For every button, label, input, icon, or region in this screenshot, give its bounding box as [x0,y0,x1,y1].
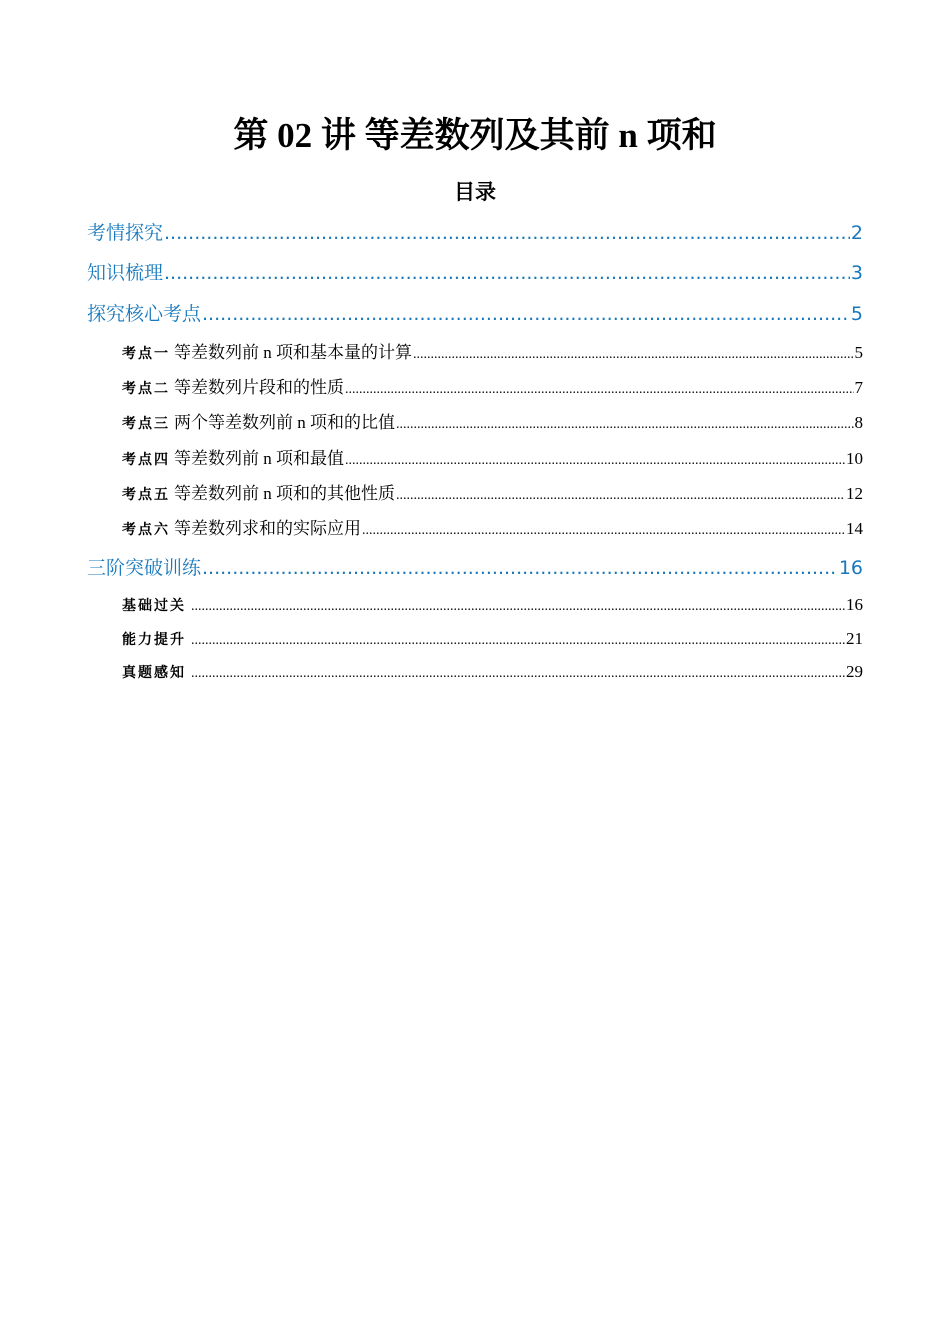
toc-entry-label: 等差数列前 n 项和最值 [174,449,344,468]
toc-leader [164,220,850,246]
toc-page-number: 16 [846,595,863,614]
toc-entry-label: 知识梳理 [87,262,164,284]
toc-leader [191,629,845,653]
toc-entry-prefix: 基础过关 [122,598,186,614]
toc-entry-prefix: 考点四 [122,452,170,468]
toc-entry-label: 等差数列前 n 项和基本量的计算 [174,343,412,362]
toc-entry-label: 等差数列片段和的性质 [174,378,344,397]
toc-entry-prefix: 真题感知 [122,665,186,681]
toc-entry-prefix: 能力提升 [122,632,186,648]
toc-entry-kaodian-5[interactable] [122,482,863,508]
toc-entry-label: 等差数列求和的实际应用 [174,519,361,538]
toc-leader [202,301,850,327]
toc-entry-label: 考情探究 [87,222,164,244]
toc-entry-prefix: 考点一 [122,346,170,362]
toc-entry-kaodian-3[interactable] [122,411,863,437]
page-title: 第 02 讲 等差数列及其前 n 项和 [233,116,717,155]
toc-entry-kaodian-1[interactable] [122,341,863,367]
toc-page-number: 21 [846,629,863,648]
toc-page-number: 14 [846,519,863,538]
toc-entry-label: 三阶突破训练 [87,557,202,579]
toc-page-number: 16 [838,557,863,579]
toc-page-number: 3 [850,262,863,284]
toc-page-number: 10 [846,449,863,468]
toc-entry-tanjiu[interactable] [87,301,863,327]
toc-entry-kaodian-6[interactable] [122,517,863,543]
toc-entry-jichu[interactable] [122,593,863,619]
toc-leader [164,260,850,286]
toc-leader [345,449,845,473]
toc-page-number: 5 [850,303,863,325]
toc-entry-sanjie[interactable] [87,555,863,581]
toc-entry-zhenti[interactable] [122,660,863,686]
toc-leader [413,343,854,367]
toc-entry-kaoqing[interactable] [87,220,863,246]
toc-entry-prefix: 考点五 [122,487,170,503]
toc-entry-nengli[interactable] [122,627,863,653]
toc-leader [191,595,845,619]
toc-leader [396,484,845,508]
toc-page-number: 8 [854,413,863,432]
toc-entry-label: 等差数列前 n 项和的其他性质 [174,484,395,503]
toc-entry-label: 探究核心考点 [87,303,202,325]
toc-heading: 目录 [454,180,496,204]
toc-leader [396,413,854,437]
toc-entry-kaodian-4[interactable] [122,447,863,473]
toc-entry-prefix: 考点六 [122,522,170,538]
toc-entry-kaodian-2[interactable] [122,376,863,402]
toc-page-number: 29 [846,662,863,681]
toc-page-number: 12 [846,484,863,503]
toc-entry-zhishi[interactable] [87,260,863,286]
toc-leader [345,378,854,402]
toc-page-number: 5 [854,343,863,362]
toc-entry-prefix: 考点二 [122,381,170,397]
toc-page-number: 2 [850,222,863,244]
toc-leader [191,662,845,686]
toc-page-number: 7 [854,378,863,397]
toc-entry-prefix: 考点三 [122,416,170,432]
toc-leader [202,555,838,581]
toc-leader [362,519,845,543]
toc-entry-label: 两个等差数列前 n 项和的比值 [174,413,395,432]
